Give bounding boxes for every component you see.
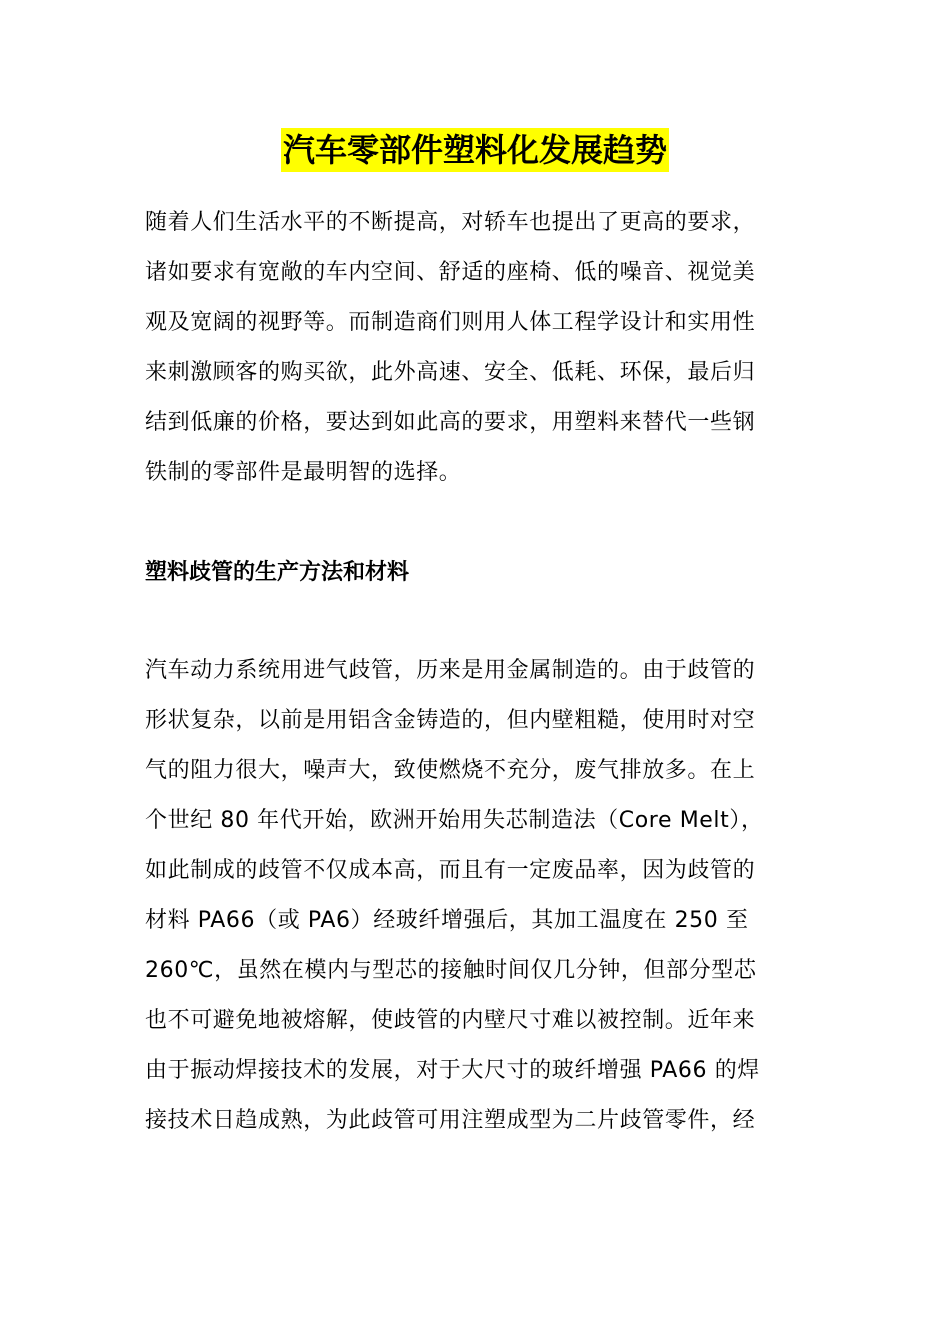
paragraph-1-line: 随着人们生活水平的不断提高，对轿车也提出了更高的要求， bbox=[145, 210, 756, 235]
paragraph-2-line: 如此制成的歧管不仅成本高，而且有一定废品率，因为歧管的 bbox=[145, 858, 756, 883]
title-container bbox=[0, 128, 950, 172]
paragraph-2-line: 也不可避免地被熔解，使歧管的内壁尺寸难以被控制。近年来 bbox=[145, 1008, 756, 1033]
paragraph-2-line: 个世纪 80 年代开始，欧洲开始用失芯制造法（Core Melt）， bbox=[145, 808, 764, 833]
paragraph-1-line: 观及宽阔的视野等。而制造商们则用人体工程学设计和实用性 bbox=[145, 310, 756, 335]
paragraph-2-line: 材料 PA66（或 PA6）经玻纤增强后，其加工温度在 250 至 bbox=[145, 908, 749, 933]
document-title: 汽车零部件塑料化发展趋势 bbox=[281, 128, 669, 172]
paragraph-2-line: 汽车动力系统用进气歧管，历来是用金属制造的。由于歧管的 bbox=[145, 658, 756, 683]
paragraph-2-line: 接技术日趋成熟，为此歧管可用注塑成型为二片歧管零件，经 bbox=[145, 1108, 756, 1133]
paragraph-1-line: 来刺激顾客的购买欲，此外高速、安全、低耗、环保，最后归 bbox=[145, 360, 756, 385]
paragraph-2-line: 由于振动焊接技术的发展，对于大尺寸的玻纤增强 PA66 的焊 bbox=[145, 1058, 760, 1083]
paragraph-1-line: 诸如要求有宽敞的车内空间、舒适的座椅、低的噪音、视觉美 bbox=[145, 260, 756, 285]
section-heading: 塑料歧管的生产方法和材料 bbox=[145, 560, 410, 585]
paragraph-1-line: 结到低廉的价格，要达到如此高的要求，用塑料来替代一些钢 bbox=[145, 410, 756, 435]
paragraph-2-line: 260℃，虽然在模内与型芯的接触时间仅几分钟，但部分型芯 bbox=[145, 958, 757, 983]
paragraph-2-line: 气的阻力很大，噪声大，致使燃烧不充分，废气排放多。在上 bbox=[145, 758, 756, 783]
paragraph-1-line: 铁制的零部件是最明智的选择。 bbox=[145, 460, 462, 485]
paragraph-2-line: 形状复杂，以前是用铝含金铸造的，但内壁粗糙，使用时对空 bbox=[145, 708, 756, 733]
